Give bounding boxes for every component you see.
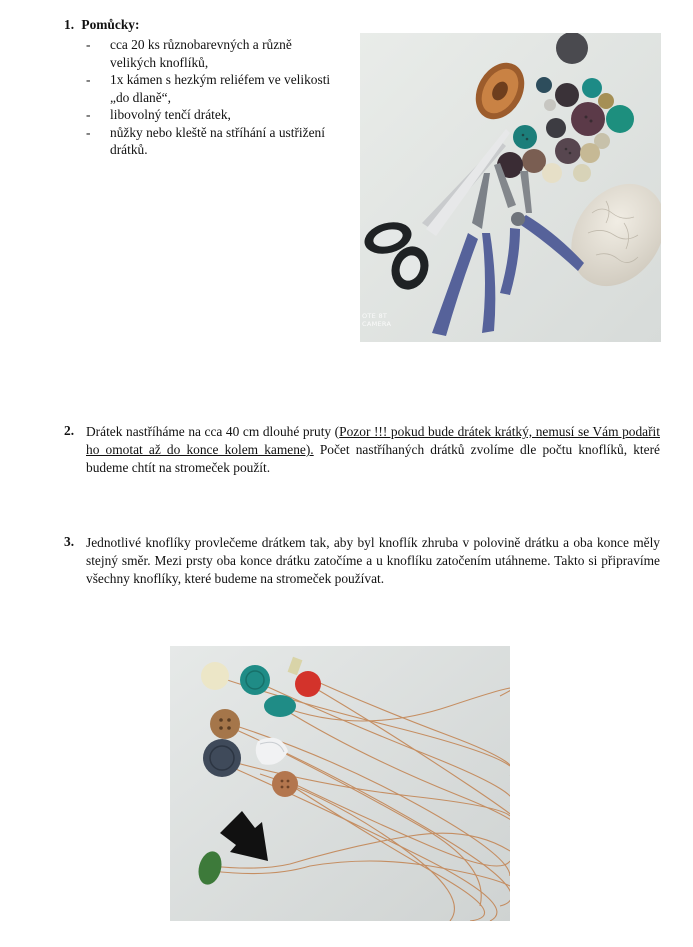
section-1-heading (64, 16, 354, 34)
buttons-wire-photo-image (170, 646, 510, 921)
list-item: - cca 20 ks různobarevných a různě velikých knoflíků, (86, 36, 331, 71)
section-2-number: 2. (64, 423, 75, 438)
warning-text: Pozor !!! pokud bude drátek krátký, nemusí se Vám podařit ho omotat až do konce kolem kamene). (86, 424, 660, 457)
section-1-number: 1. (64, 17, 75, 32)
buttons-wire-photo (170, 646, 510, 921)
section-2 (64, 423, 660, 477)
section-3 (64, 534, 660, 588)
supplies-photo (360, 33, 661, 342)
camera-watermark: OTE 8T CAMERA (362, 312, 392, 328)
section-3-number: 3. (64, 534, 75, 549)
supplies-photo-image (360, 33, 661, 342)
list-item: - 1x kámen s hezkým reliéfem ve velikosti „do dlaně“, (86, 71, 331, 106)
section-1 (64, 16, 354, 159)
supplies-list (86, 36, 331, 159)
section-2-text: Drátek nastříháme na cca 40 cm dlouhé pruty (Pozor !!! pokud bude drátek krátký, nemusí se Vám podařit ho omotat až do konce kolem kamene). Počet nastříhaných drátků zvolíme dle počtu knoflíků, které budeme chtít na stromeček použít. (86, 424, 660, 475)
list-item: - nůžky nebo kleště na stříhání a ustřižení drátků. (86, 124, 331, 159)
section-1-title: Pomůcky: (81, 17, 140, 32)
section-3-text: Jednotlivé knoflíky provlečeme drátkem tak, aby byl knoflík zhruba v polovině drátku a oba konce měly stejný směr. Mezi prsty oba konce drátku zatočíme a u knoflíku zatočením utáhneme. Takto si připravíme všechny knoflíky, které budeme na stromeček používat. (86, 535, 660, 586)
list-item: - libovolný tenčí drátek, (86, 106, 331, 124)
